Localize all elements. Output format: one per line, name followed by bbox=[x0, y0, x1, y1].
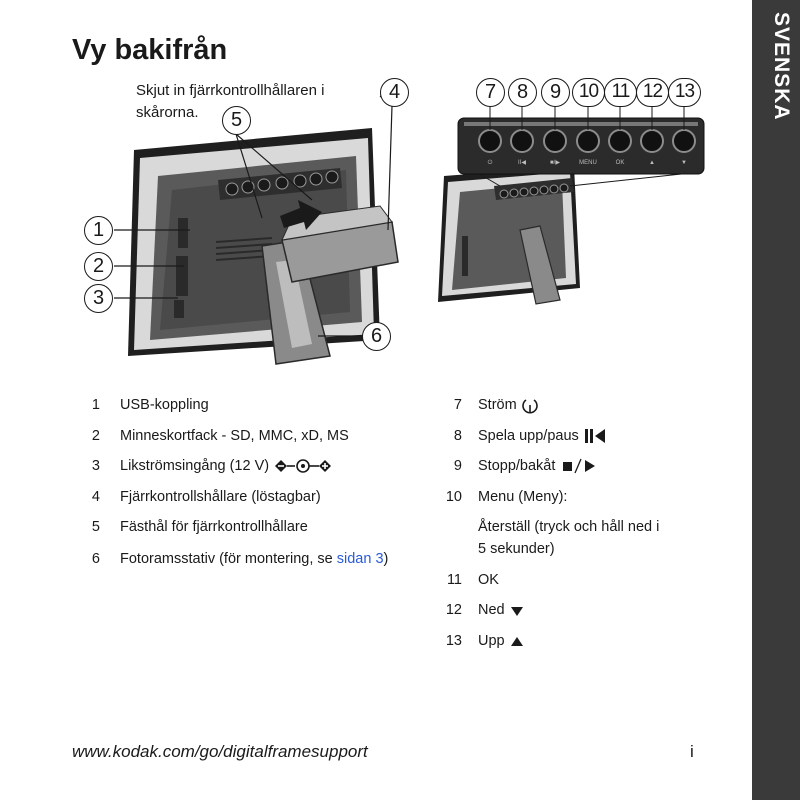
frame-right-illustration bbox=[438, 104, 704, 304]
button-label-stop: ■/▶ bbox=[550, 160, 560, 166]
up-triangle-icon bbox=[509, 634, 525, 648]
button-label-ok: OK bbox=[615, 160, 625, 166]
callout-9: 9 bbox=[541, 78, 570, 107]
callout-5: 5 bbox=[222, 106, 251, 135]
stop-back-icon bbox=[559, 458, 599, 474]
play-pause-icon bbox=[583, 428, 607, 444]
button-label-play: II◀ bbox=[518, 160, 526, 166]
callout-8: 8 bbox=[508, 78, 537, 107]
page-3-link[interactable]: sidan 3 bbox=[336, 551, 384, 567]
page-number: i bbox=[690, 742, 694, 761]
language-tab-label: SVENSKA bbox=[770, 12, 793, 121]
power-icon bbox=[521, 395, 539, 415]
support-url[interactable]: www.kodak.com/go/digitalframesupport bbox=[72, 742, 368, 761]
callout-6: 6 bbox=[362, 322, 391, 351]
callout-2: 2 bbox=[84, 252, 113, 281]
callout-11: 11 bbox=[604, 78, 637, 107]
callout-7: 7 bbox=[476, 78, 505, 107]
callout-1: 1 bbox=[84, 216, 113, 245]
button-label-menu: MENU bbox=[579, 160, 597, 166]
button-label-up: ▲ bbox=[649, 160, 655, 166]
page-title: Vy bakifrån bbox=[72, 34, 228, 66]
callout-3: 3 bbox=[84, 284, 113, 313]
down-triangle-icon bbox=[509, 603, 525, 617]
callout-10: 10 bbox=[572, 78, 605, 107]
dc-polarity-icon bbox=[273, 458, 337, 474]
frame-left-illustration bbox=[114, 96, 398, 364]
button-label-down: ▼ bbox=[681, 160, 687, 166]
button-label-power: ⏻ bbox=[487, 160, 493, 166]
callout-4: 4 bbox=[380, 78, 409, 107]
illustration-caption: Skjut in fjärrkontrollhållaren i skårorna. bbox=[136, 82, 325, 121]
callout-13: 13 bbox=[668, 78, 701, 107]
callout-12: 12 bbox=[636, 78, 669, 107]
